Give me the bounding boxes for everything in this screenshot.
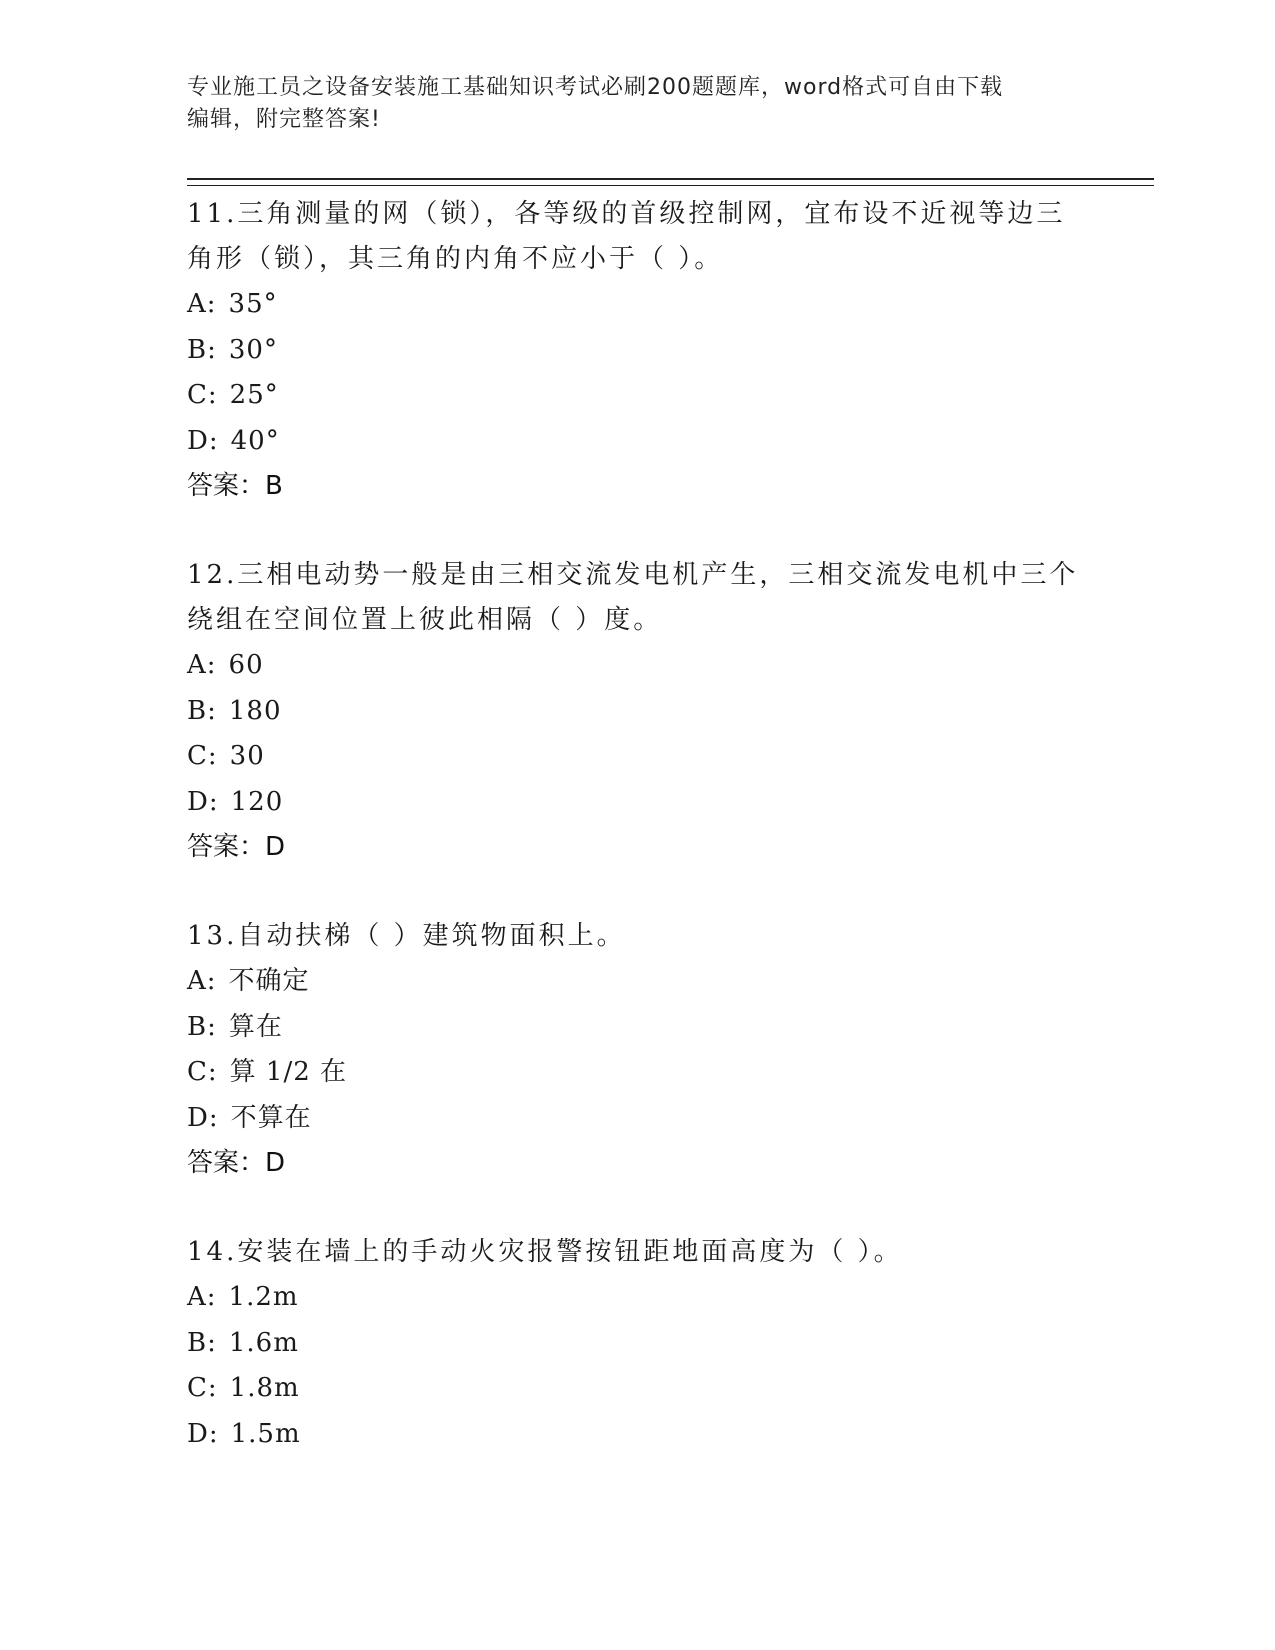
option-a: A: 不确定 bbox=[187, 959, 1087, 1005]
answer-line bbox=[187, 464, 1087, 509]
option-b: B: 算在 bbox=[187, 1005, 1087, 1051]
question-12 bbox=[187, 553, 1087, 870]
question-list bbox=[187, 192, 1087, 1501]
question-stem: 13.自动扶梯（ ）建筑物面积上。 bbox=[187, 921, 626, 951]
header-divider bbox=[187, 178, 1154, 186]
question-14 bbox=[187, 1230, 1087, 1457]
option-letter: C bbox=[187, 1373, 208, 1403]
option-b: B: 1.6m bbox=[187, 1321, 1087, 1367]
option-text: 40° bbox=[230, 425, 280, 456]
option-letter: D bbox=[187, 425, 209, 456]
option-d: D: 不算在 bbox=[187, 1096, 1087, 1142]
option-c: C: 25° bbox=[187, 373, 1087, 419]
question-stem: 14.安装在墙上的手动火灾报警按钮距地面高度为（ ）。 bbox=[187, 1237, 903, 1267]
option-text: 25° bbox=[229, 380, 279, 410]
question-stem: 角形（锁），其三角的内角不应小于（ ）。 bbox=[187, 244, 724, 274]
answer-label: 答案： bbox=[187, 832, 266, 862]
option-a: A: 1.2m bbox=[187, 1275, 1087, 1321]
option-text: 1.5m bbox=[230, 1418, 301, 1449]
answer-value: B bbox=[265, 471, 283, 501]
question-stem: 绕组在空间位置上彼此相隔（ ）度。 bbox=[187, 605, 663, 635]
answer-label: 答案： bbox=[187, 471, 266, 501]
answer-value: D bbox=[265, 1148, 286, 1178]
option-letter: A bbox=[187, 289, 207, 319]
answer-line bbox=[187, 825, 1087, 870]
option-letter: C bbox=[187, 1057, 208, 1087]
answer-line bbox=[187, 1141, 1087, 1186]
option-text: 1.8m bbox=[229, 1373, 300, 1403]
option-letter: A bbox=[187, 650, 207, 680]
option-letter: A bbox=[187, 966, 207, 996]
option-text: 30 bbox=[229, 741, 265, 771]
option-c: C: 1.8m bbox=[187, 1366, 1087, 1412]
option-text: 1.6m bbox=[228, 1327, 299, 1358]
option-letter: B bbox=[187, 1327, 208, 1358]
option-text: 120 bbox=[230, 786, 284, 817]
question-stem: 12.三相电动势一般是由三相交流发电机产生，三相交流发电机中三个 bbox=[187, 560, 1079, 590]
answer-label: 答案： bbox=[187, 1148, 266, 1178]
option-d: D: 120 bbox=[187, 780, 1087, 826]
option-letter: B bbox=[187, 695, 208, 726]
option-letter: D bbox=[187, 1102, 209, 1133]
option-letter: B bbox=[187, 1011, 208, 1042]
option-d: D: 40° bbox=[187, 419, 1087, 465]
option-a: A: 35° bbox=[187, 282, 1087, 328]
option-c: C: 30 bbox=[187, 734, 1087, 780]
option-letter: B bbox=[187, 334, 208, 365]
option-text: 180 bbox=[228, 695, 282, 726]
option-d: D: 1.5m bbox=[187, 1412, 1087, 1458]
option-text: 算 1/2 在 bbox=[229, 1057, 348, 1087]
option-text: 1.2m bbox=[228, 1282, 299, 1312]
option-text: 算在 bbox=[228, 1011, 283, 1042]
title-line-1: 专业施工员之设备安装施工基础知识考试必刷200题题库，word格式可自由下载 bbox=[187, 75, 1004, 100]
answer-value: D bbox=[265, 832, 286, 862]
option-letter: D bbox=[187, 1418, 209, 1449]
title-line-2: 编辑，附完整答案! bbox=[187, 107, 381, 132]
question-stem: 11.三角测量的网（锁），各等级的首级控制网，宜布设不近视等边三 bbox=[187, 199, 1066, 229]
option-text: 不确定 bbox=[228, 966, 310, 996]
option-text: 不算在 bbox=[230, 1102, 312, 1133]
option-letter: C bbox=[187, 741, 208, 771]
option-a: A: 60 bbox=[187, 643, 1087, 689]
option-b: B: 180 bbox=[187, 689, 1087, 735]
option-text: 35° bbox=[228, 289, 278, 319]
option-letter: C bbox=[187, 380, 208, 410]
option-b: B: 30° bbox=[187, 328, 1087, 374]
document-title bbox=[187, 72, 1067, 136]
option-letter: A bbox=[187, 1282, 207, 1312]
question-13 bbox=[187, 914, 1087, 1186]
option-text: 60 bbox=[228, 650, 264, 680]
option-c: C: 算 1/2 在 bbox=[187, 1050, 1087, 1096]
option-text: 30° bbox=[228, 334, 278, 365]
question-11 bbox=[187, 192, 1087, 509]
option-letter: D bbox=[187, 786, 209, 817]
